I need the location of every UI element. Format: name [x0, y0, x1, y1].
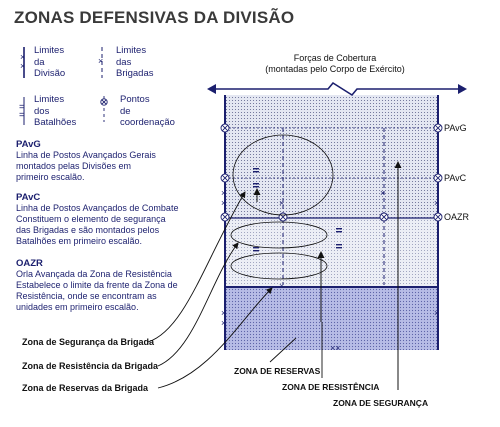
zone-resistance [225, 220, 438, 286]
diagram-x-mark: × [221, 188, 227, 198]
legend-limites-divisao: Limites da Divisão [34, 45, 66, 80]
label-zona-reservas: ZONA DE RESERVAS [234, 366, 321, 376]
battalion-mark: = [19, 110, 25, 121]
diagram-x-mark: × [380, 188, 386, 198]
label-zona-reservas-brigada: Zona de Reservas da Brigada [22, 383, 149, 393]
diagram-xx-mark: ×× [330, 343, 341, 353]
forces-arrow-left-head [207, 84, 216, 94]
label-zona-resistencia-brigada: Zona de Resistência da Brigada [22, 361, 159, 371]
def-pavc-abbr: PAvC [16, 192, 41, 203]
diagram-x-mark: × [434, 308, 440, 318]
diagram-x-mark: × [221, 198, 227, 208]
legend-limites-batalhoes: Limites dos Batalhões [34, 94, 77, 129]
diagram-x-mark: × [279, 281, 285, 291]
right-label-pavg: PAvG [444, 123, 467, 133]
legend-symbol-pontos-coordenacao [101, 96, 107, 122]
forces-arrow-right-head [458, 84, 467, 94]
battalion-mark: = [19, 102, 25, 113]
forces-arrow [214, 83, 460, 95]
diagram-x-mark: × [279, 198, 285, 208]
right-label-pavc: PAvC [444, 173, 467, 183]
def-pavc-text: Linha de Postos Avançados de Combate Constituem o elemento de segurança das Brigadas e são montados pelos Batalhões em primeiro escalão. [16, 203, 179, 246]
right-label-oazr: OAZR [444, 212, 470, 222]
legend-limites-brigadas: Limites das Brigadas [116, 45, 154, 80]
diagram-x-mark: × [221, 308, 227, 318]
def-pavg-abbr: PAvG [16, 139, 41, 150]
brigade-x-mark: × [98, 56, 104, 66]
def-pavg-text: Linha de Postos Avançados Gerais montados pelas Divisões em primeiro escalão. [16, 150, 156, 182]
label-zona-resistencia: ZONA DE RESISTÊNCIA [282, 382, 380, 392]
diagram-x-mark: × [221, 318, 227, 328]
diagram-x-mark: × [434, 198, 440, 208]
label-zona-seguranca: ZONA DE SEGURANÇA [333, 398, 429, 408]
legend-pontos-coordenacao: Pontos de coordenação [120, 94, 175, 129]
def-oazr-text: Orla Avançada da Zona de Resistência Estabelece o limite da frente da Zona de Resistência, onde se encontram as unidades em primeiro escalão. [16, 269, 178, 312]
division-x-mark: × [20, 61, 26, 71]
zone-reserves [225, 286, 438, 350]
page-title: ZONAS DEFENSIVAS DA DIVISÃO [14, 8, 295, 27]
def-oazr-abbr: OAZR [16, 258, 43, 269]
division-x-mark: × [20, 52, 26, 62]
forces-label: Forças de Cobertura (montadas pelo Corpo de Exército) [265, 53, 405, 74]
label-zona-seguranca-brigada: Zona de Segurança da Brigada [22, 337, 155, 347]
